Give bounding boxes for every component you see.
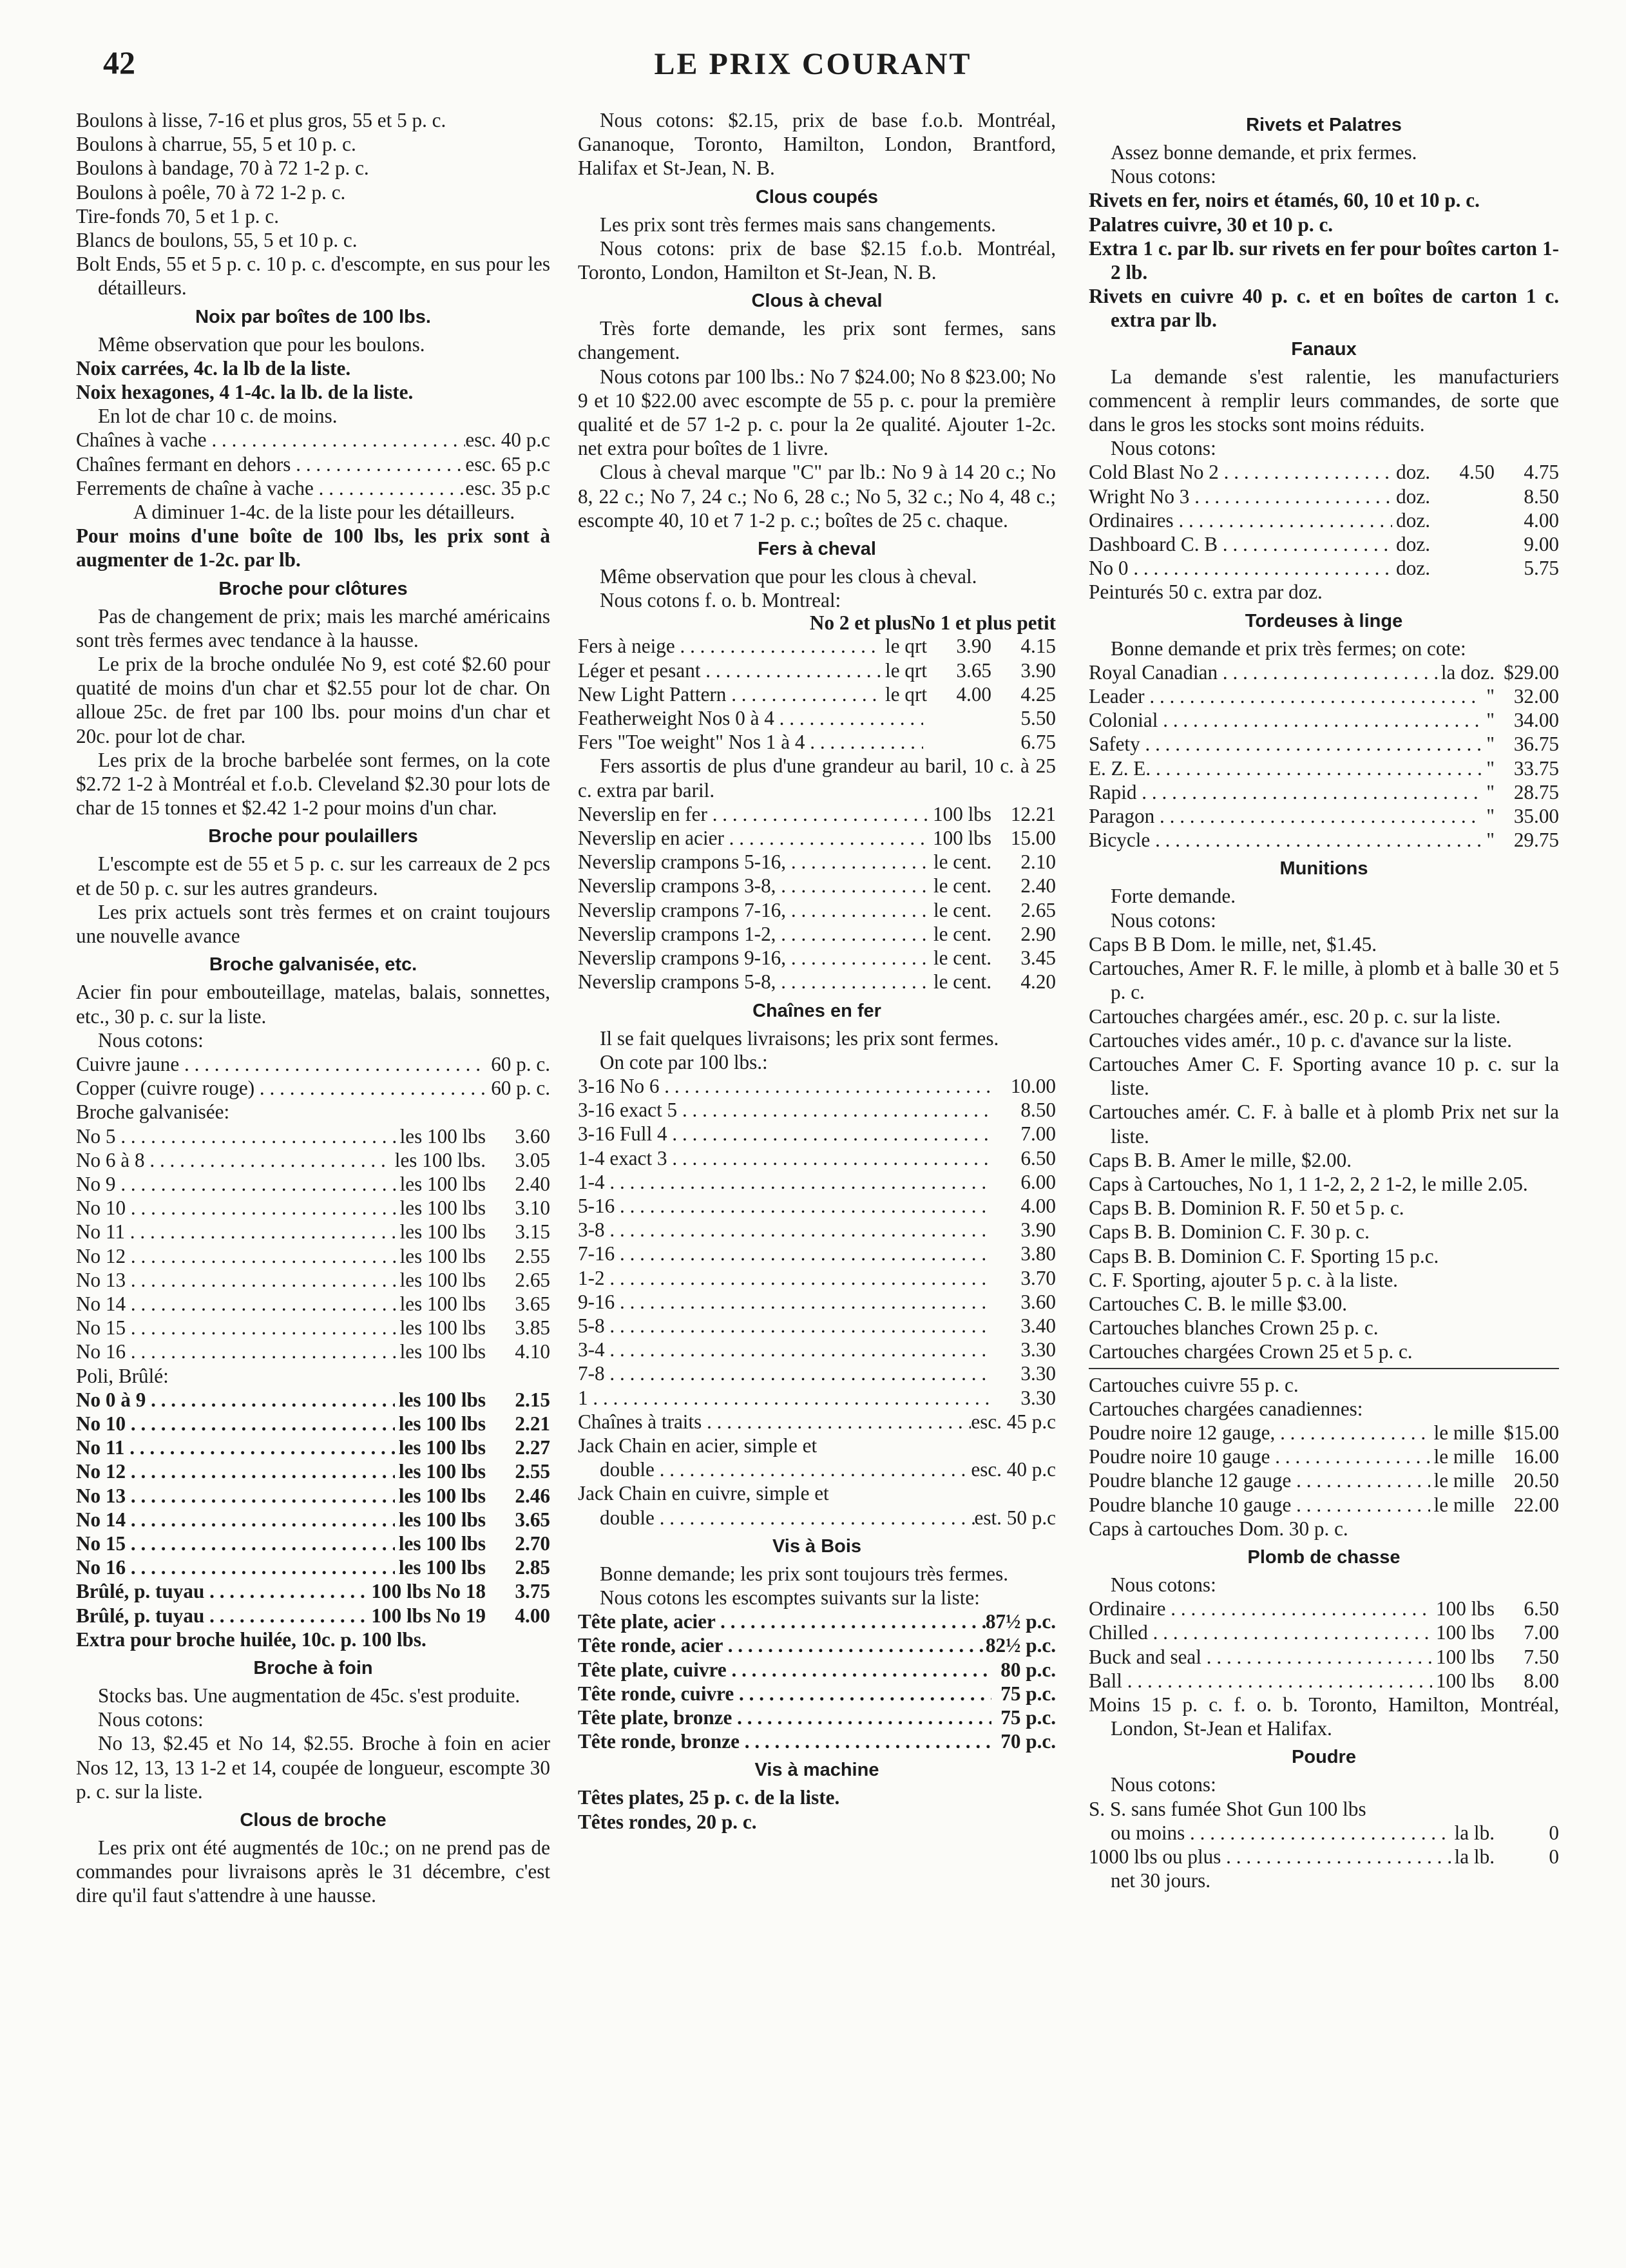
table-row: Bicycle . . . " 29.75	[1089, 828, 1559, 852]
table-row: Ordinaires . . . doz. 4.00	[1089, 508, 1559, 532]
section-heading: Rivets et Palatres	[1246, 115, 1402, 135]
paragraph: S. S. sans fumée Shot Gun 100 lbs	[1089, 1797, 1366, 1820]
table-row: Colonial . . . " 34.00	[1089, 708, 1559, 732]
paragraph: Pas de changement de prix; mais les marché américains sont très fermes avec tendance à la hausse.	[76, 604, 550, 651]
intro-line: Boulons à bandage, 70 à 72 1-2 p. c.	[76, 157, 369, 180]
table-row: No 16 . . . les 100 lbs 4.10	[76, 1340, 550, 1363]
section-heading: Broche à foin	[253, 1657, 373, 1678]
price-row: Copper (cuivre rouge) . . . 60 p. c.	[76, 1076, 550, 1100]
table-row: Wright No 3 . . . doz. 8.50	[1089, 485, 1559, 508]
paragraph: Les prix de la broche barbelée sont fermes, on la cote $2.72 1-2 à Montréal et f.o.b. Cleveland $2.30 pour lots de char de 15 tonnes et $2.42 1-2 pour moins d'un char.	[76, 748, 550, 820]
paragraph: Bonne demande et prix très fermes; on cote:	[1111, 637, 1466, 660]
table-row: 9-16 . . . 3.60	[578, 1290, 1056, 1314]
table-row: No 0 . . . doz. 5.75	[1089, 556, 1559, 580]
paragraph: Clous à cheval marque "C" par lb.: No 9 à 14 20 c.; No 8, 22 c.; No 7, 24 c.; No 6, 28 c.; No 5, 32 c.; No 4, 48 c.; escompte 40, 10 et 7 1-2 p. c.; boîtes de 25 c. chaque.	[578, 461, 1056, 532]
bold-line: Têtes rondes, 20 p. c.	[578, 1810, 757, 1833]
column-1	[76, 108, 550, 1908]
table-row: 3-8 . . . 3.90	[578, 1218, 1056, 1242]
table-row: Royal Canadian . . . la doz. $29.00	[1089, 660, 1559, 684]
list-item: Cartouches blanches Crown 25 p. c.	[1089, 1316, 1379, 1340]
section-heading: Plomb de chasse	[1247, 1546, 1401, 1568]
column-2	[578, 108, 1056, 1834]
table-row: Poudre noire 12 gauge, . . . le mille $15.00	[1089, 1421, 1559, 1445]
table-row: Dashboard C. B . . . doz. 9.00	[1089, 532, 1559, 556]
ammunition-list	[1089, 932, 1559, 1364]
section-heading: Fanaux	[1291, 338, 1357, 360]
section-heading: Fers à cheval	[758, 539, 876, 560]
screw-table	[578, 1610, 1056, 1753]
table-row: Brûlé, p. tuyau . . . 100 lbs No 19 4.00	[76, 1604, 550, 1628]
neverslip-table	[578, 802, 1056, 994]
list-item: Cartouches chargées Crown 25 et 5 p. c.	[1089, 1340, 1413, 1363]
paragraph: Même observation que pour les clous à cheval.	[600, 565, 977, 588]
chain-table	[578, 1074, 1056, 1410]
paragraph: Nous cotons:	[98, 1708, 204, 1731]
bold-line: Palatres cuivre, 30 et 10 p. c.	[1089, 213, 1334, 236]
table-row: Paragon . . . " 35.00	[1089, 804, 1559, 828]
table-row: Rapid . . . " 28.75	[1089, 780, 1559, 804]
table-row: Chilled . . . 100 lbs 7.00	[1089, 1620, 1559, 1644]
section-heading: Clous de broche	[240, 1810, 387, 1831]
list-item: Caps à Cartouches, No 1, 1 1-2, 2, 2 1-2, le mille 2.05.	[1089, 1172, 1528, 1195]
price-row: double . . . est. 50 p.c	[578, 1506, 1056, 1530]
price-row: Chaînes fermant en dehors . . . esc. 65 p.c	[76, 452, 550, 476]
table-row: 5-8 . . . 3.40	[578, 1314, 1056, 1338]
column-headers: No 2 et plus No 1 et plus petit	[809, 611, 1056, 635]
table-row: Poudre blanche 12 gauge . . . le mille 20.50	[1089, 1468, 1559, 1492]
table-row: Poudre blanche 10 gauge . . . le mille 22.00	[1089, 1493, 1559, 1517]
table-row: No 10 . . . les 100 lbs 3.10	[76, 1196, 550, 1220]
table-row: No 9 . . . les 100 lbs 2.40	[76, 1172, 550, 1196]
paragraph: Jack Chain en acier, simple et	[578, 1434, 818, 1457]
table-row: Neverslip crampons 7-16, . . . le cent. 2.65	[578, 898, 1056, 922]
paragraph: En lot de char 10 c. de moins.	[98, 405, 338, 428]
paragraph: L'escompte est de 55 et 5 p. c. sur les carreaux de 2 pcs et de 50 p. c. sur les autres grandeurs.	[76, 852, 550, 899]
galvanized-wire-table	[76, 1124, 550, 1364]
paragraph: Nous cotons: $2.15, prix de base f.o.b. Montréal, Gananoque, Toronto, Hamilton, London, Brantford, Halifax et St-Jean, N. B.	[578, 109, 1056, 180]
paragraph: Caps à cartouches Dom. 30 p. c.	[1089, 1517, 1348, 1540]
section-heading: Vis à machine	[754, 1760, 879, 1781]
paragraph: Cartouches cuivre 55 p. c.	[1089, 1373, 1299, 1396]
section-heading: Noix par boîtes de 100 lbs.	[195, 306, 431, 327]
table-row: No 12 . . . les 100 lbs 2.55	[76, 1459, 550, 1483]
table-row: Léger et pesant . . . le qrt 3.65 3.90	[578, 658, 1056, 682]
powder-cartridge-table	[1089, 1421, 1559, 1517]
paragraph: Nous cotons par 100 lbs.: No 7 $24.00; No 8 $23.00; No 9 et 10 $22.00 avec escompte de 55 p. c. pour la première qualité et de 57 1-2 p. c. pour la 2e qualité. Ajouter 1-2c. net extra pour boîtes de 1 livre.	[578, 365, 1056, 460]
shot-table	[1089, 1597, 1559, 1693]
paragraph: Les prix actuels sont très fermes et on craint toujours une nouvelle avance	[76, 900, 550, 948]
table-row: No 15 . . . les 100 lbs 3.85	[76, 1316, 550, 1340]
list-item: Caps B. B. Dominion C. F. Sporting 15 p.c.	[1089, 1244, 1439, 1267]
paragraph: A diminuer 1-4c. de la liste pour les détailleurs.	[133, 501, 515, 524]
table-row: No 11 . . . les 100 lbs 2.27	[76, 1436, 550, 1459]
table-row: Brûlé, p. tuyau . . . 100 lbs No 18 3.75	[76, 1579, 550, 1603]
intro-line: Boulons à poêle, 70 à 72 1-2 p. c.	[76, 180, 346, 204]
table-row: Tête plate, acier . . . 87½ p.c.	[578, 1610, 1056, 1633]
table-row: No 13 . . . les 100 lbs 2.46	[76, 1484, 550, 1508]
table-row: Tête ronde, acier . . . 82½ p.c.	[578, 1633, 1056, 1657]
table-row: No 5 . . . les 100 lbs 3.60	[76, 1124, 550, 1148]
price-row: Cuivre jaune . . . 60 p. c.	[76, 1052, 550, 1076]
section-heading: Tordeuses à linge	[1245, 610, 1403, 631]
table-row: Featherweight Nos 0 à 4 . . . 5.50	[578, 706, 1056, 730]
list-item: Caps B. B. Dominion C. F. 30 p. c.	[1089, 1220, 1370, 1244]
intro-line: Bolt Ends, 55 et 5 p. c. 10 p. c. d'escompte, en sus pour les détailleurs.	[76, 253, 550, 300]
intro-line: Boulons à lisse, 7-16 et plus gros, 55 et 5 p. c.	[76, 109, 446, 131]
paragraph: No 13, $2.45 et No 14, $2.55. Broche à foin en acier Nos 12, 13, 13 1-2 et 14, coupée de longueur, escompte 30 p. c. sur la liste.	[76, 1732, 550, 1803]
paragraph: Nous cotons:	[1111, 1773, 1216, 1796]
paragraph: Stocks bas. Une augmentation de 45c. s'est produite.	[98, 1684, 521, 1707]
horseshoe-table	[578, 634, 1056, 754]
price-row: ou moins . . . la lb. 0	[1089, 1821, 1559, 1845]
bold-line: Pour moins d'une boîte de 100 lbs, les prix sont à augmenter de 1-2c. par lb.	[76, 524, 550, 572]
paragraph: Les prix ont été augmentés de 10c.; on ne prend pas de commandes pour livraisons après le 31 décembre, c'est dire qu'il faut s'attendre à une hausse.	[76, 1836, 550, 1907]
table-row: Neverslip crampons 5-16, . . . le cent. 2.10	[578, 850, 1056, 874]
list-item: C. F. Sporting, ajouter 5 p. c. à la liste.	[1089, 1268, 1398, 1291]
table-row: No 6 à 8 . . . les 100 lbs. 3.05	[76, 1148, 550, 1172]
paragraph: Nous cotons:	[1111, 1573, 1216, 1596]
table-row: 5-16 . . . 4.00	[578, 1194, 1056, 1218]
price-row: 1000 lbs ou plus . . . la lb. 0	[1089, 1845, 1559, 1869]
section-heading: Vis à Bois	[772, 1535, 862, 1557]
section-heading: Clous à cheval	[751, 291, 883, 312]
table-row: Fers à neige . . . le qrt 3.90 4.15	[578, 634, 1056, 658]
section-heading: Chaînes en fer	[752, 1000, 881, 1021]
paragraph: Même observation que pour les boulons.	[98, 332, 425, 356]
bold-line: Extra 1 c. par lb. sur rivets en fer pour boîtes carton 1-2 lb.	[1089, 236, 1559, 284]
table-row: No 13 . . . les 100 lbs 2.65	[76, 1268, 550, 1292]
paragraph: net 30 jours.	[1111, 1869, 1211, 1892]
section-heading: Munitions	[1279, 858, 1368, 879]
table-row: 7-8 . . . 3.30	[578, 1361, 1056, 1385]
section-heading: Broche pour poulaillers	[208, 826, 418, 847]
table-row: Neverslip en acier . . . 100 lbs 15.00	[578, 826, 1056, 850]
section-heading: Broche galvanisée, etc.	[209, 954, 417, 975]
table-row: Cold Blast No 2 . . . doz. 4.50 4.75	[1089, 460, 1559, 484]
page-number: 42	[103, 44, 135, 81]
polished-wire-table	[76, 1388, 550, 1628]
section-heading: Clous coupés	[755, 186, 879, 207]
paragraph: Cartouches chargées canadiennes:	[1089, 1397, 1363, 1420]
price-row: Chaînes à traits . . . esc. 45 p.c	[578, 1410, 1056, 1434]
bold-line: Noix hexagones, 4 1-4c. la lb. de la liste.	[76, 381, 414, 404]
table-row: New Light Pattern . . . le qrt 4.00 4.25	[578, 682, 1056, 706]
running-title: LE PRIX COURANT	[654, 47, 972, 81]
table-row: 3-16 Full 4 . . . 7.00	[578, 1122, 1056, 1146]
paragraph: Le prix de la broche ondulée No 9, est coté $2.60 pour quatité de moins d'un char et $2.55 pour lot de char. On alloue 25c. de fret par 100 lbs. pour moins d'un char et 20c. pour lot de char.	[76, 653, 550, 747]
paragraph: Nous cotons:	[1111, 165, 1216, 188]
table-row: Tête plate, bronze . . . 75 p.c.	[578, 1706, 1056, 1729]
table-row: Fers "Toe weight" Nos 1 à 4 . . . 6.75	[578, 730, 1056, 754]
list-item: Cartouches chargées amér., esc. 20 p. c. sur la liste.	[1089, 1004, 1501, 1028]
table-row: No 14 . . . les 100 lbs 3.65	[76, 1508, 550, 1532]
table-row: Neverslip crampons 9-16, . . . le cent. 3.45	[578, 946, 1056, 970]
paragraph: Peinturés 50 c. extra par doz.	[1089, 581, 1323, 604]
table-row: No 15 . . . les 100 lbs 2.70	[76, 1532, 550, 1555]
bold-line: Rivets en cuivre 40 p. c. et en boîtes de carton 1 c. extra par lb.	[1089, 285, 1559, 332]
intro-line: Boulons à charrue, 55, 5 et 10 p. c.	[76, 133, 356, 156]
table-row: 1 . . . 3.30	[578, 1386, 1056, 1410]
list-item: Cartouches amér. C. F. à balle et à plomb Prix net sur la liste.	[1089, 1100, 1559, 1148]
table-row: Ordinaire . . . 100 lbs 6.50	[1089, 1597, 1559, 1620]
table-row: Neverslip en fer . . . 100 lbs 12.21	[578, 802, 1056, 826]
table-row: No 0 à 9 . . . les 100 lbs 2.15	[76, 1388, 550, 1412]
paragraph: Forte demande.	[1111, 885, 1236, 908]
list-item: Cartouches C. B. le mille $3.00.	[1089, 1292, 1348, 1315]
list-item: Cartouches vides amér., 10 p. c. d'avance sur la liste.	[1089, 1028, 1512, 1052]
list-item: Caps B. B. Dominion R. F. 50 et 5 p. c.	[1089, 1196, 1404, 1220]
section-heading: Poudre	[1292, 1747, 1356, 1768]
paragraph: Nous cotons: prix de base $2.15 f.o.b. Montréal, Toronto, London, Hamilton et St-Jean, N. B.	[578, 236, 1056, 284]
price-row: Ferrements de chaîne à vache . . . esc. 35 p.c	[76, 476, 550, 500]
paragraph: Nous cotons:	[1111, 437, 1216, 460]
intro-line: Blancs de boulons, 55, 5 et 10 p. c.	[76, 229, 358, 252]
intro-line: Tire-fonds 70, 5 et 1 p. c.	[76, 204, 280, 227]
bold-line: Extra pour broche huilée, 10c. p. 100 lbs.	[76, 1628, 426, 1651]
lantern-table	[1089, 460, 1559, 580]
paragraph: Fers assortis de plus d'une grandeur au baril, 10 c. à 25 c. extra par baril.	[578, 754, 1056, 802]
table-row: Buck and seal . . . 100 lbs 7.50	[1089, 1645, 1559, 1669]
table-row: 3-16 exact 5 . . . 8.50	[578, 1098, 1056, 1122]
paragraph: Assez bonne demande, et prix fermes.	[1111, 141, 1417, 164]
section-heading: Broche pour clôtures	[218, 578, 408, 599]
table-row: Tête ronde, bronze . . . 70 p.c.	[578, 1729, 1056, 1753]
paragraph: Très forte demande, les prix sont fermes, sans changement.	[578, 317, 1056, 364]
paragraph: Nous cotons f. o. b. Montreal:	[600, 589, 841, 612]
paragraph: Nous cotons:	[1111, 908, 1216, 932]
table-row: Neverslip crampons 5-8, . . . le cent. 4.20	[578, 970, 1056, 994]
paragraph: Les prix sont très fermes mais sans changements.	[600, 213, 996, 236]
list-item: Cartouches, Amer R. F. le mille, à plomb et à balle 30 et 5 p. c.	[1089, 957, 1559, 1004]
price-row: Chaînes à vache . . . esc. 40 p.c	[76, 428, 550, 452]
table-row: No 14 . . . les 100 lbs 3.65	[76, 1292, 550, 1316]
paragraph: Moins 15 p. c. f. o. b. Toronto, Hamilton, Montréal, London, St-Jean et Halifax.	[1089, 1693, 1559, 1740]
paragraph: Acier fin pour embouteillage, matelas, balais, sonnettes, etc., 30 p. c. sur la liste.	[76, 981, 550, 1028]
column-3	[1089, 108, 1559, 1892]
paragraph: Il se fait quelques livraisons; les prix sont fermes.	[600, 1026, 999, 1050]
table-row: Neverslip crampons 3-8, . . . le cent. 2.40	[578, 874, 1056, 898]
table-row: Poudre noire 10 gauge . . . le mille 16.00	[1089, 1445, 1559, 1468]
bold-line: Noix carrées, 4c. la lb de la liste.	[76, 356, 351, 380]
table-row: 3-4 . . . 3.30	[578, 1338, 1056, 1361]
paragraph: Jack Chain en cuivre, simple et	[578, 1482, 829, 1505]
wringer-table	[1089, 660, 1559, 852]
bold-line: Rivets en fer, noirs et étamés, 60, 10 et 10 p. c.	[1089, 189, 1480, 212]
list-item: Cartouches Amer C. F. Sporting avance 10 p. c. sur la liste.	[1089, 1052, 1559, 1100]
price-row: double . . . esc. 40 p.c	[578, 1457, 1056, 1481]
table-row: No 12 . . . les 100 lbs 2.55	[76, 1244, 550, 1268]
paragraph: Nous cotons les escomptes suivants sur la liste:	[600, 1586, 980, 1609]
paragraph: La demande s'est ralentie, les manufacturiers commencent à remplir leurs commandes, de sorte que dans le gros les stocks sont moins réduits.	[1089, 365, 1559, 436]
table-row: No 16 . . . les 100 lbs 2.85	[76, 1555, 550, 1579]
paragraph: On cote par 100 lbs.:	[600, 1050, 768, 1073]
table-row: E. Z. E. . . . " 33.75	[1089, 756, 1559, 780]
table-row: No 11 . . . les 100 lbs 3.15	[76, 1220, 550, 1244]
table-row: Tête plate, cuivre . . . 80 p.c.	[578, 1658, 1056, 1682]
table-row: Tête ronde, cuivre . . . 75 p.c.	[578, 1682, 1056, 1706]
table-row: Ball . . . 100 lbs 8.00	[1089, 1669, 1559, 1693]
table-row: 7-16 . . . 3.80	[578, 1242, 1056, 1265]
table-row: 1-4 exact 3 . . . 6.50	[578, 1146, 1056, 1170]
table-row: Safety . . . " 36.75	[1089, 732, 1559, 756]
divider	[1089, 1368, 1559, 1369]
paragraph: Nous cotons:	[98, 1028, 204, 1052]
list-item: Caps B B Dom. le mille, net, $1.45.	[1089, 932, 1377, 956]
table-row: 1-4 . . . 6.00	[578, 1170, 1056, 1194]
subheading: Broche galvanisée:	[76, 1100, 230, 1124]
table-row: 1-2 . . . 3.70	[578, 1266, 1056, 1290]
table-row: 3-16 No 6 . . . 10.00	[578, 1074, 1056, 1098]
list-item: Caps B. B. Amer le mille, $2.00.	[1089, 1148, 1352, 1171]
table-row: No 10 . . . les 100 lbs 2.21	[76, 1412, 550, 1436]
table-row: Neverslip crampons 1-2, . . . le cent. 2.90	[578, 922, 1056, 946]
paragraph: Bonne demande; les prix sont toujours très fermes.	[600, 1562, 1009, 1585]
subheading: Poli, Brûlé:	[76, 1364, 169, 1387]
bold-line: Têtes plates, 25 p. c. de la liste.	[578, 1786, 840, 1809]
table-row: Leader . . . " 32.00	[1089, 684, 1559, 708]
